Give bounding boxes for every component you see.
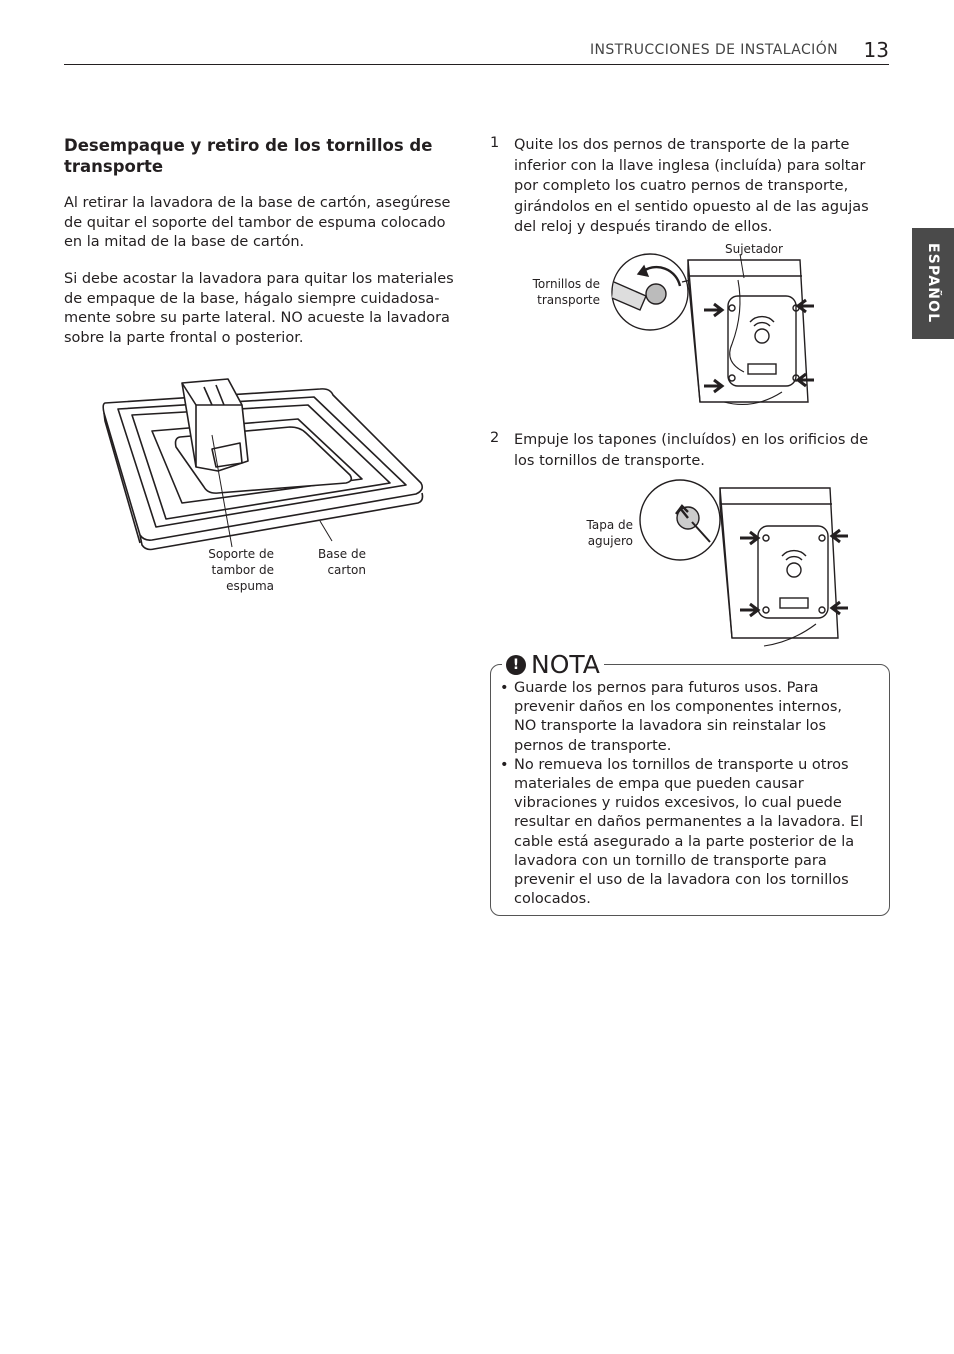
label-hole-cap: Tapa de agujero bbox=[586, 518, 633, 548]
note-item-do-not-remove: • No remueva los tornillos de transporte u otros materiales de empa que pueden causar vibraciones y ruidos excesivos, lo cual puede resultar en daños permanentes a la lavadora. El cable está asegurado a la parte posterior de la lavadora con un tornillo de transporte para prevenir el uso de la lavadora con los tornillos colocados. bbox=[498, 756, 868, 910]
label-foam-support: Soporte de tambor de espuma bbox=[208, 547, 274, 593]
note-title: NOTA bbox=[531, 650, 600, 679]
step-1-number: 1 bbox=[490, 135, 500, 151]
section-title: Desempaque y retiro de los tornillos de transporte bbox=[64, 136, 433, 176]
label-cardboard-base: Base de carton bbox=[317, 547, 366, 577]
bolt-removal-illustration bbox=[604, 252, 819, 412]
note-list bbox=[498, 679, 868, 909]
step-2-number: 2 bbox=[490, 430, 500, 446]
hole-cap-illustration bbox=[632, 478, 852, 650]
label-bracket: Sujetador bbox=[725, 242, 783, 256]
note-item-keep-bolts: • Guarde los pernos para futuros usos. Para prevenir daños en los componentes internos, NO transporte la lavadora sin reinstalar los pernos de transporte. bbox=[498, 679, 868, 756]
label-transport-bolts: Tornillos de transporte bbox=[532, 277, 600, 307]
note-heading bbox=[502, 651, 604, 679]
language-tab-label: ESPAÑOL bbox=[925, 243, 941, 324]
page-number: 13 bbox=[863, 38, 889, 62]
exclamation-icon: ! bbox=[506, 655, 526, 675]
paragraph-lay-down-warning: Si debe acostar la lavadora para quitar los materiales de empaque de la base, hágalo siempre cuidadosa- mente sobre su parte lateral. NO acueste la lavadora sobre la parte frontal o posterior. bbox=[64, 271, 454, 346]
header-title: INSTRUCCIONES DE INSTALACIÓN bbox=[589, 42, 838, 58]
step-1-text: Quite los dos pernos de transporte de la parte inferior con la llave inglesa (incluída) para soltar por completo los cuatro pernos de transporte, girándolos en el sentido opuesto al de las agujas del reloj y después tirando de ellos. bbox=[514, 137, 869, 235]
header-divider bbox=[64, 64, 889, 65]
step-2-text: Empuje los tapones (incluídos) en los orificios de los tornillos de transporte. bbox=[514, 432, 869, 469]
paragraph-cardboard-base: Al retirar la lavadora de la base de cartón, asegúrese de quitar el soporte del tambor de espuma colocado en la mitad de la base de cartón. bbox=[64, 195, 451, 250]
language-tab bbox=[912, 228, 954, 339]
